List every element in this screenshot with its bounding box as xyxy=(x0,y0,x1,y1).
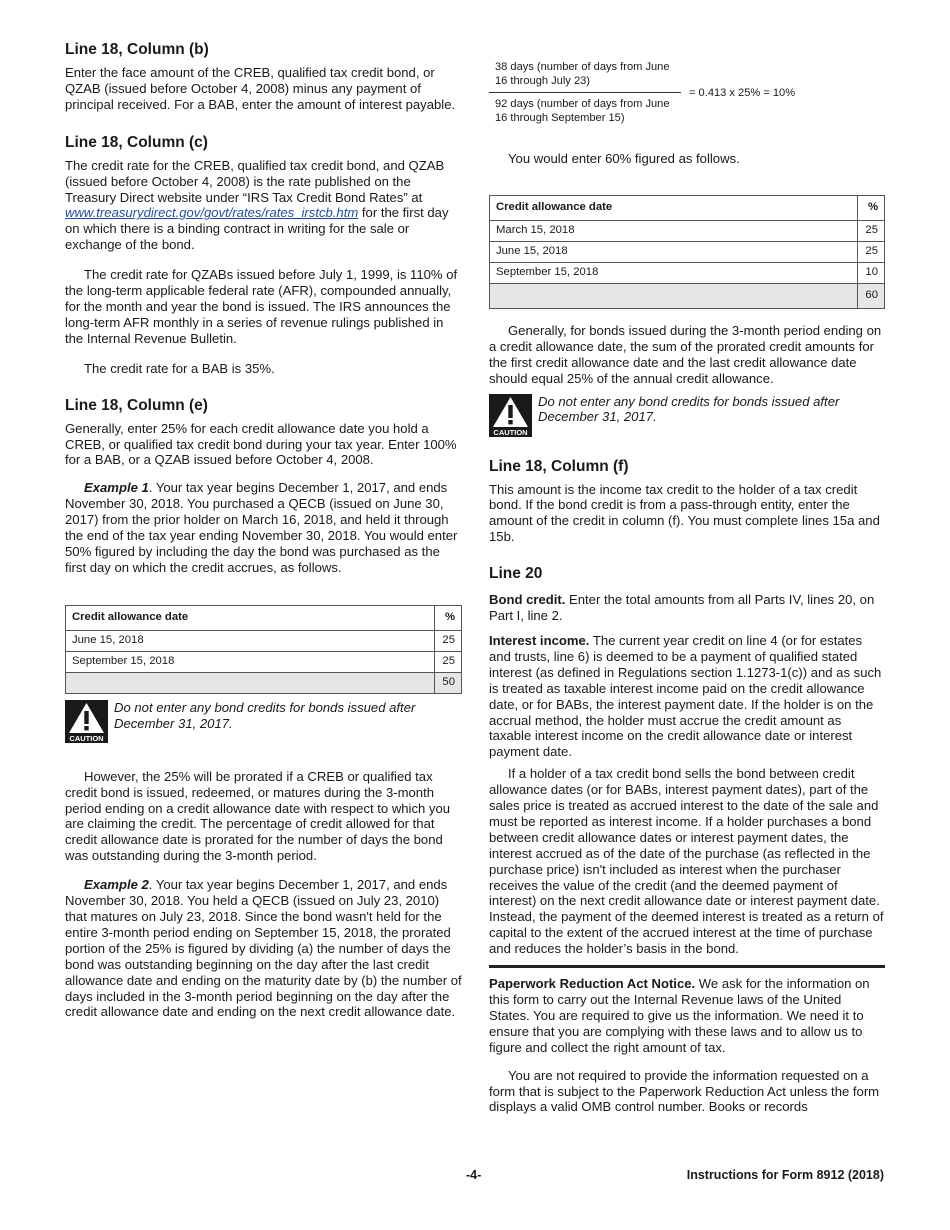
table-header: % xyxy=(435,605,462,630)
table-row: June 15, 2018 25 xyxy=(490,241,885,262)
form-title: Instructions for Form 8912 (2018) xyxy=(686,1168,884,1182)
proration-fraction xyxy=(489,60,885,125)
table-row: March 15, 2018 25 xyxy=(490,220,885,241)
table-row: September 15, 2018 25 xyxy=(66,651,462,672)
caution-icon xyxy=(489,394,532,437)
credit-allowance-table-1 xyxy=(65,605,462,694)
section-heading-col-c: Line 18, Column (c) xyxy=(65,133,208,151)
example-1: Example 1. Your tax year begins December 1, 2017, and ends November 30, 2018. You purchased a QECB (issued on June 30, 2017) from the prior holder on March 16, 2018, and held it through the end of the tax year ending November 30, 2018. You would enter 50% figured by including the day the bond was purchased as the first day on which the credit accrues, as follows. xyxy=(65,480,458,575)
paragraph: This amount is the income tax credit to the holder of a tax credit bond. If the bond credit is from a pass-through entity, enter the amount of the credit in column (f). You must complete lines 15a and 15b. xyxy=(489,481,880,545)
paragraph: Enter the face amount of the CREB, qualified tax credit bond, or QZAB (issued before October 4, 2008) minus any payment of principal received. For a BAB, enter the amount of interest payable. xyxy=(65,65,456,112)
section-heading-line-20: Line 20 xyxy=(489,565,543,583)
section-heading-col-e: Line 18, Column (e) xyxy=(65,396,208,414)
paragraph: You would enter 60% figured as follows. xyxy=(508,151,740,166)
section-heading-col-b: Line 18, Column (b) xyxy=(65,41,209,58)
table-total-row: 60 xyxy=(490,283,885,308)
left-column xyxy=(65,40,462,1020)
paragraph: Paperwork Reduction Act Notice. We ask for the information on this form to carry out the Internal Revenue laws of the United States. You are required to give us the information. We need it to ensure that you are complying with these laws and to allow us to figure and collect the right amount of tax. xyxy=(489,976,870,1055)
caution-note xyxy=(489,394,885,437)
caution-text: Do not enter any bond credits for bonds issued after December 31, 2017. xyxy=(114,699,416,731)
caution-note xyxy=(65,700,462,743)
svg-text:CAUTION: CAUTION xyxy=(493,427,528,437)
page-number: -4- xyxy=(466,1168,482,1182)
fraction-result: = 0.413 x 25% = 10% xyxy=(689,86,796,99)
example-2: Example 2. Your tax year begins December 1, 2017, and ends November 30, 2018. You held a QECB (issued on July 23, 2010) that matures on July 23, 2018. Since the bond wasn't held for the entire 3-month period ending on September 15, 2018, the prorated portion of the 25% is figured by dividing (a) the number of days the bond was outstanding beginning on the day after the last credit allowance date and ending on the maturity date by (b) the number of days included in the 3-month period beginning on the day after the credit allowance date and ending on the next credit allowance date. xyxy=(65,877,462,1020)
svg-text:CAUTION: CAUTION xyxy=(69,733,104,743)
fraction-denominator: 92 days (number of days from June 16 through September 15) xyxy=(495,98,670,124)
table-header: Credit allowance date xyxy=(490,195,858,220)
table-row: June 15, 2018 25 xyxy=(66,630,462,651)
paragraph: The credit rate for a BAB is 35%. xyxy=(84,360,275,376)
treasury-direct-link[interactable]: www.treasurydirect.gov/govt/rates/rates_irstcb.htm xyxy=(65,205,359,221)
section-divider xyxy=(489,965,885,968)
table-total-row: 50 xyxy=(66,672,462,693)
paragraph: Generally, enter 25% for each credit allowance date you hold a CREB, or qualified tax credit bond during your tax year. Enter 100% for a BAB, or a QZAB issued before October 4, 2008. xyxy=(65,420,457,468)
paragraph: Generally, for bonds issued during the 3-month period ending on a credit allowance date, the sum of the prorated credit amounts for the first credit allowance date and the last credit allowance date should equal 25% of the annual credit allowance. xyxy=(489,322,882,386)
paragraph: Bond credit. Enter the total amounts from all Parts IV, lines 20, on Part I, line 2. xyxy=(489,592,875,624)
caution-icon xyxy=(65,700,108,743)
fraction-numerator: 38 days (number of days from June 16 through July 23) xyxy=(489,60,681,93)
right-column xyxy=(489,40,885,1115)
paragraph: You are not required to provide the information requested on a form that is subject to the Paperwork Reduction Act unless the form displays a valid OMB control number. Books or records xyxy=(489,1067,880,1115)
paragraph: Interest income. The current year credit on line 4 (or for estates and trusts, line 6) is deemed to be a payment of qualified stated interest (as defined in Regulations section 1.1273-1(c)) and as such is treated as taxable interest income paid on the credit allowance date, or for BABs, the interest payment date. If the holder is on the accrual method, the holder must accrue the credit amount as taxable interest income on the credit allowance date or interest payment date. xyxy=(489,632,882,760)
credit-allowance-table-2 xyxy=(489,195,885,309)
table-header: Credit allowance date xyxy=(66,605,435,630)
table-row: September 15, 2018 10 xyxy=(490,262,885,283)
table-header: % xyxy=(858,195,885,220)
caution-text: Do not enter any bond credits for bonds issued after December 31, 2017. xyxy=(538,393,840,425)
paragraph: The credit rate for the CREB, qualified tax credit bond, and QZAB (issued before October 4, 2008) is the rate published on the Treasury Direct website under “IRS Tax Credit Bond Rates” at www.treasurydirect.gov/govt/rates/rates_irstcb.htm for the first day on which there is a binding contract in writing for the sale or exchange of the bond. xyxy=(65,157,449,253)
paragraph: However, the 25% will be prorated if a CREB or qualified tax credit bond is issued, redeemed, or matures during the 3-month period ending on a credit allowance date with respect to which you are claiming the credit. The percentage of credit allowed for that credit allowance date is prorated for the number of days the bond was outstanding during the 3-month period. xyxy=(65,768,451,864)
paragraph: If a holder of a tax credit bond sells the bond between credit allowance dates (or for BABs, interest payment dates), part of the sales price is treated as accrued interest to the date of the sale and must be reported as interest income. If a holder purchases a bond between credit allowance dates or interest payment dates, the interest accrued as of the date of the purchase (as reflected in the purchase price) isn't included as interest when the purchaser receives the value of the credit (and the deemed payment of interest) on the next credit allowance date or interest payment date. Instead, the payment of the deemed interest is treated as a return of capital to the extent of the accrued interest at the time of purchase and reduces the holder’s basis in the bond. xyxy=(489,766,884,957)
section-heading-col-f: Line 18, Column (f) xyxy=(489,457,629,475)
paragraph: The credit rate for QZABs issued before July 1, 1999, is 110% of the long-term applicable federal rate (AFR), compounded annually, for the month and year the bond is issued. The IRS announces the long-term AFR monthly in a series of revenue rulings published in the Internal Revenue Bulletin. xyxy=(65,267,458,346)
